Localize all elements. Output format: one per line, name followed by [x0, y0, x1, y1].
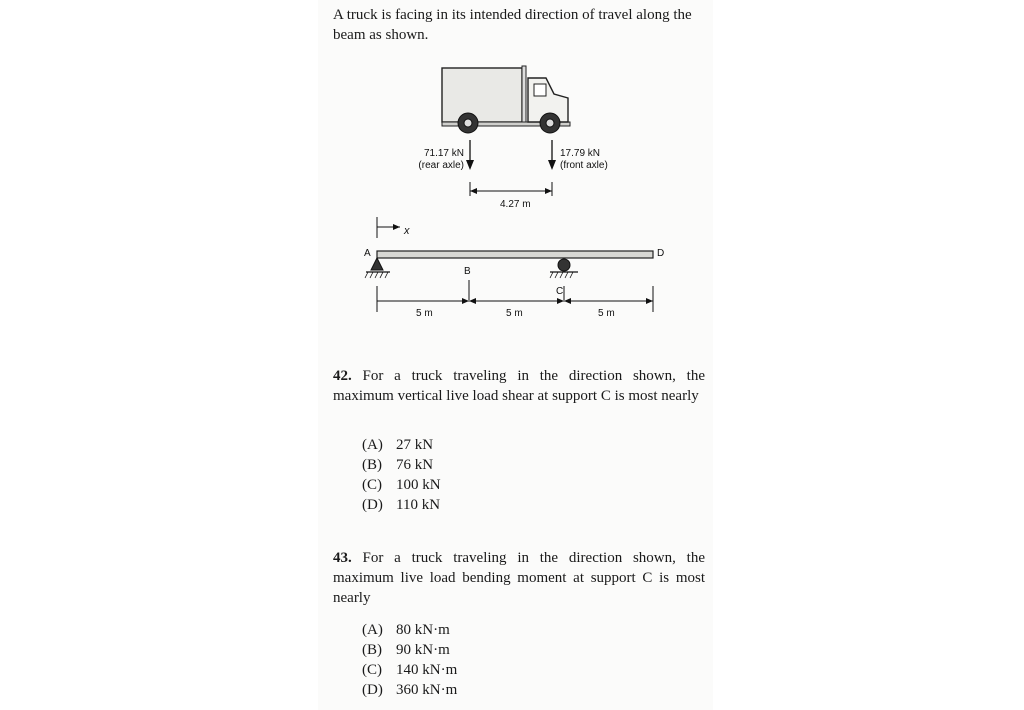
option-letter: (C) — [362, 662, 382, 678]
option-letter: (D) — [362, 497, 383, 513]
option-value: 360 kN·m — [396, 682, 458, 698]
option-a[interactable] — [362, 435, 441, 455]
option-value: 76 kN — [396, 457, 434, 473]
question-42-options — [362, 435, 441, 515]
truck-beam-figure — [360, 60, 680, 330]
question-number: 43. — [333, 550, 352, 566]
option-letter: (B) — [362, 642, 382, 658]
rear-axle-load-label: 71.17 kN — [423, 148, 464, 159]
support-a-pin — [365, 258, 390, 278]
span-label-bc: 5 m — [506, 308, 523, 319]
option-c[interactable] — [362, 660, 457, 680]
intro-text: A truck is facing in its intended direction of travel along the beam as shown. — [333, 7, 692, 43]
option-value: 27 kN — [396, 437, 434, 453]
beam — [377, 251, 653, 258]
rear-axle-caption: (rear axle) — [418, 160, 464, 171]
option-value: 100 kN — [396, 477, 441, 493]
question-43 — [333, 548, 705, 608]
support-label-a: A — [364, 248, 371, 259]
question-number: 42. — [333, 368, 352, 384]
front-axle-arrow — [548, 140, 556, 170]
option-letter: (A) — [362, 437, 383, 453]
span-label-cd: 5 m — [598, 308, 615, 319]
figure-svg — [360, 60, 680, 330]
support-c-roller — [550, 259, 578, 278]
front-axle-load-label: 17.79 kN — [560, 148, 601, 159]
rear-axle-arrow — [466, 140, 474, 170]
question-text: For a truck traveling in the direction shown, the maximum live load bending moment at support C is most nearly — [333, 550, 706, 606]
option-b[interactable] — [362, 640, 457, 660]
front-axle-caption: (front axle) — [560, 160, 608, 171]
x-axis-marker — [377, 217, 400, 238]
support-label-b: B — [464, 266, 471, 277]
question-text: For a truck traveling in the direction shown, the maximum vertical live load shear at support C is most nearly — [333, 368, 706, 404]
support-label-c: C — [556, 286, 564, 297]
option-value: 80 kN·m — [396, 622, 450, 638]
support-label-d: D — [657, 248, 665, 259]
option-letter: (B) — [362, 457, 382, 473]
option-d[interactable] — [362, 680, 457, 700]
option-letter: (A) — [362, 622, 383, 638]
option-value: 90 kN·m — [396, 642, 450, 658]
axle-spacing-label: 4.27 m — [500, 199, 531, 210]
option-value: 110 kN — [396, 497, 441, 513]
axle-spacing-dimension — [470, 182, 552, 196]
option-letter: (C) — [362, 477, 382, 493]
option-c[interactable] — [362, 475, 441, 495]
span-label-ab: 5 m — [416, 308, 433, 319]
truck-icon — [442, 66, 570, 133]
x-axis-label: x — [404, 225, 410, 237]
option-value: 140 kN·m — [396, 662, 458, 678]
question-42 — [333, 366, 705, 406]
option-d[interactable] — [362, 495, 441, 515]
option-b[interactable] — [362, 455, 441, 475]
option-letter: (D) — [362, 682, 383, 698]
question-43-options — [362, 620, 457, 700]
option-a[interactable] — [362, 620, 457, 640]
